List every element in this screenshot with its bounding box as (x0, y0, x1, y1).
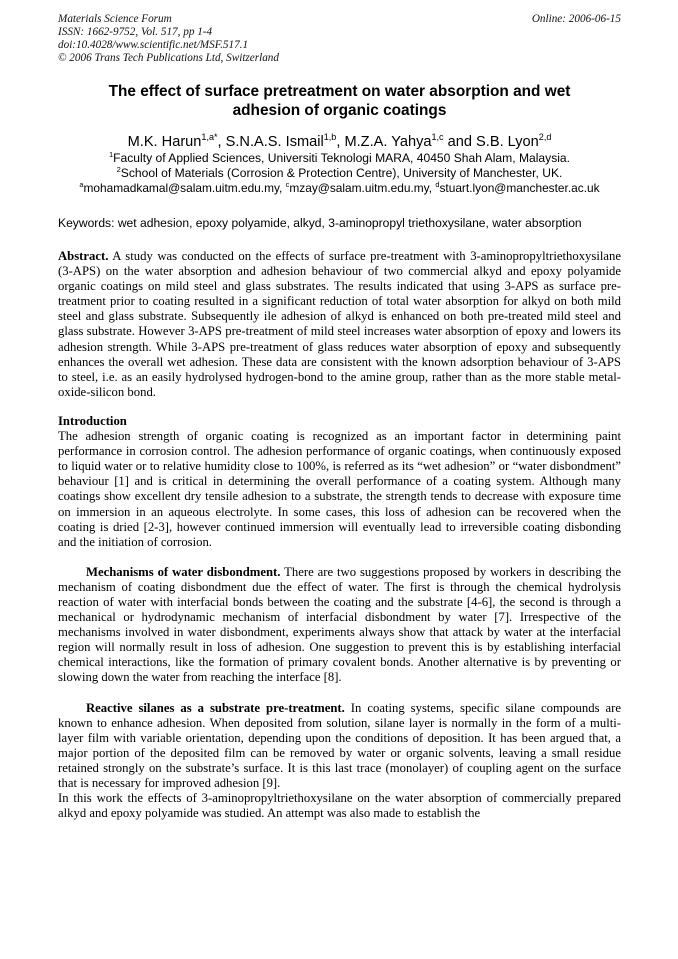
author-emails: $^a$mohamadkamal@salam.uitm.edu.my, $^c$mzay@salam.uitm.edu.my, $^d$stuart.lyon@manchester.ac.uk (79, 180, 600, 195)
section-heading-introduction: Introduction (58, 413, 127, 428)
abstract-paragraph (58, 249, 621, 400)
keywords-line: Keywords: wet adhesion, epoxy polyamide, alkyd, 3-aminopropyl triethoxysilane, water absorption (58, 216, 582, 230)
closing-paragraph: In this work the effects of 3-aminopropyltriethoxysilane on the water absorption of commercially prepared alkyd and epoxy polyamide was studied. An attempt was also made to establish the (58, 791, 621, 821)
reactive-silanes-text: In coating systems, specific silane compounds are known to enhance adhesion. When deposited from solution, silane layer is normally in the form of a multi-layer film with variable orientation, depending upon the conditions of deposition. It has been argued that, a major portion of the deposited film can be removed by water or organic solvents, leaving a small residue retained strongly on the substrate’s surface. It is this last trace (monolayer) of coupling agent on the surface that is necessary for improved adhesion [9]. (58, 700, 621, 790)
author-line: M.K. Harun$^{1,a*}$, S.N.A.S. Ismail$^{1,b}$, M.Z.A. Yahya$^{1,c}$ and S.B. Lyon$^{2,d}$ (127, 132, 552, 150)
mechanisms-paragraph (58, 565, 621, 686)
journal-name: Materials Science Forum (58, 13, 172, 25)
publication-info (58, 13, 279, 65)
mechanisms-text: There are two suggestions proposed by workers in describing the mechanism of coating disbondment due the effect of water. The first is through the chemical hydrolysis reaction of water with interfacial bonds between the coating and the substrate [4-6], the second is through a mechanical or hydrodynamic mechanism of interfacial disbondment by water [7]. Irrespective of the mechanisms involved in water disbondment, experiments always show that attack by water at the interfacial region will normally result in loss of adhesion. One suggestion to prevent this is by establishing interfacial chemical interactions, like the formation of primary covalent bonds. Another alternative is by preventing or slowing down the water from reaching the interface [8]. (58, 564, 621, 685)
paper-title: The effect of surface pretreatment on water absorption and wet adhesion of organic coatings (108, 83, 571, 119)
doi-line: doi:10.4028/www.scientific.net/MSF.517.1 (58, 39, 249, 51)
publication-header (58, 13, 621, 65)
reactive-silanes-lead: Reactive silanes as a substrate pre-treatment. (86, 700, 345, 715)
reactive-silanes-paragraph (58, 701, 621, 792)
introduction-paragraph: The adhesion strength of organic coating is recognized as an important factor in determining paint performance in corrosion control. The adhesion performance of organic coatings, when continuously exposed to liquid water or to relative humidity close to 100%, is referred as its “wet adhesion” or “water disbondment” behaviour [1] and is critical in determining the overall performance of a coating system. Although many coatings show excellent dry tensile adhesion to a substrate, the strength tends to decrease with exposure time on immersion in an aqueous electrolyte. In some cases, this loss of adhesion can be recovered when the coating is dried [2-3], however continued immersion will eventually lead to irreversible coating disbonding and the initiation of corrosion. (58, 429, 621, 549)
abstract-text: A study was conducted on the effects of surface pre-treatment with 3-aminopropyltriethoxysilane (3-APS) on the water absorption and adhesion behaviour of two commercial alkyd and epoxy polyamide organic coatings on mild steel and glass substrates. The results indicated that using 3-APS as surface pre-treatment prior to coating resulted in a significant reduction of total water absorption for alkyd on both mild steel and glass substrate. Subsequently ile adhesion of alkyd is enhanced on both pre-treated mild steel and glass substrate. However 3-APS pre-treatment of mild steel increases water absorption of epoxy and lowers its adhesion strength. While 3-APS pre-treatment of glass reduces water absorption of epoxy and subsequently enhances the overall wet adhesion. These data are consistent with the known adsorption behaviour of 3-APS to steel, i.e. as an easily hydrolysed hydrogen-bond to the amine group, rather than as the more stable metal-oxide-silicon bond. (58, 249, 621, 399)
affiliation-2: $^2$School of Materials (Corrosion & Protection Centre), University of Manchester, UK. (116, 164, 563, 180)
mechanisms-lead: Mechanisms of water disbondment. (86, 564, 281, 579)
copyright-line: © 2006 Trans Tech Publications Ltd, Switzerland (58, 52, 279, 64)
issn-volume-line: ISSN: 1662-9752, Vol. 517, pp 1-4 (58, 26, 213, 38)
online-date: Online: 2006-06-15 (531, 13, 621, 25)
abstract-label: Abstract. (58, 249, 109, 263)
affiliation-1: $^1$Faculty of Applied Sciences, Universiti Teknologi MARA, 40450 Shah Alam, Malaysia. (108, 149, 571, 165)
